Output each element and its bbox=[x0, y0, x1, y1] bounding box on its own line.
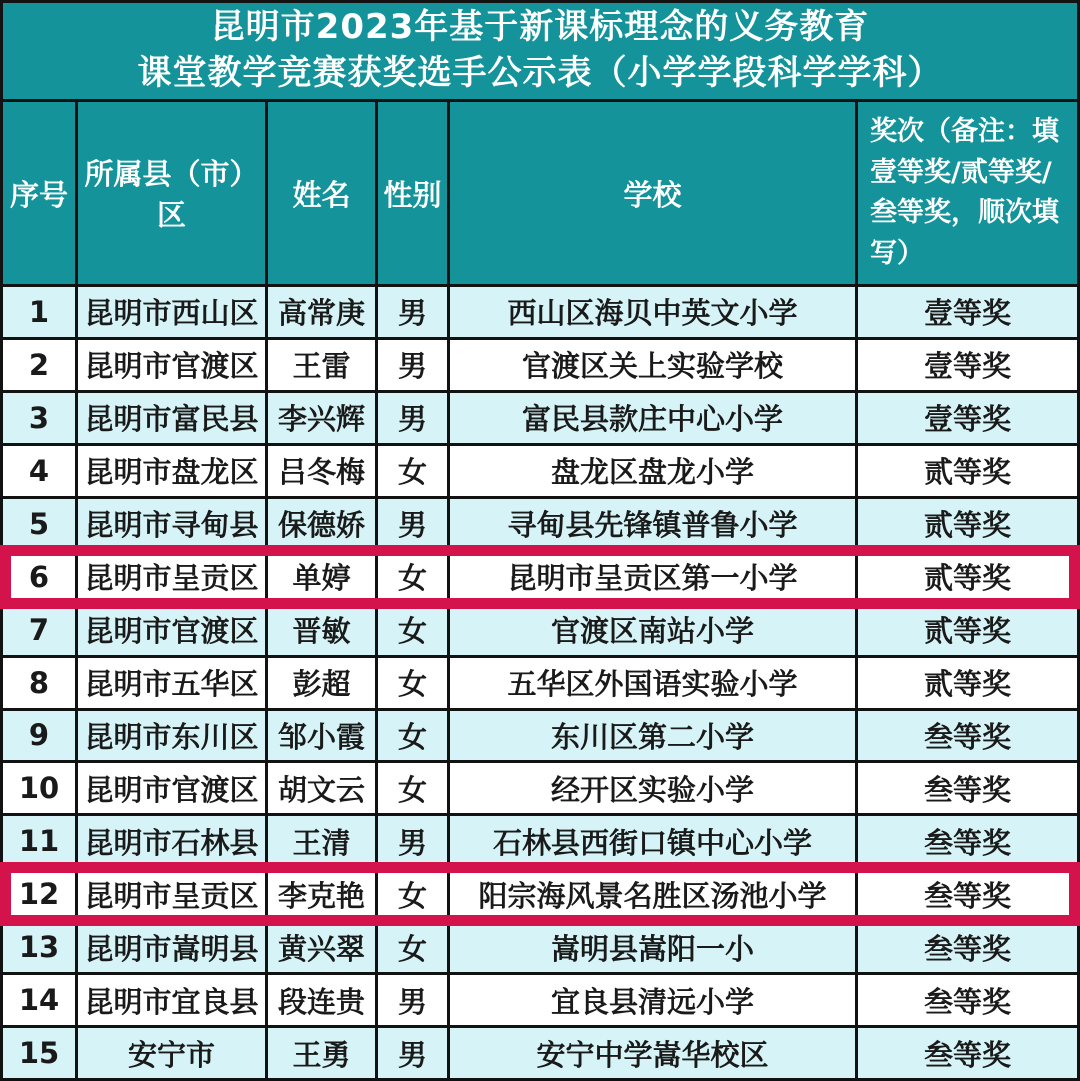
col-header-gender-label: 性别 bbox=[383, 177, 442, 212]
table-row bbox=[3, 552, 1077, 602]
cell-gender: 男 bbox=[378, 975, 447, 1025]
page-title-line-2: 课堂教学竞赛获奖选手公示表（小学学段科学学科） bbox=[137, 53, 943, 93]
table-row bbox=[3, 393, 1077, 443]
cell-gender: 男 bbox=[378, 287, 447, 337]
cell-district: 昆明市官渡区 bbox=[78, 605, 265, 655]
cell-award: 叁等奖 bbox=[858, 763, 1077, 813]
cell-name: 王勇 bbox=[268, 1028, 375, 1078]
cell-school: 经开区实验小学 bbox=[450, 763, 855, 813]
table-row bbox=[3, 975, 1077, 1025]
cell-district: 昆明市呈贡区 bbox=[78, 552, 265, 602]
cell-award: 贰等奖 bbox=[858, 446, 1077, 496]
cell-no: 14 bbox=[3, 975, 75, 1025]
cell-no: 6 bbox=[3, 552, 75, 602]
cell-district: 昆明市嵩明县 bbox=[78, 922, 265, 972]
table-row bbox=[3, 446, 1077, 496]
cell-district: 昆明市寻甸县 bbox=[78, 499, 265, 549]
table-row bbox=[3, 816, 1077, 866]
cell-gender: 女 bbox=[378, 605, 447, 655]
cell-gender: 男 bbox=[378, 499, 447, 549]
cell-no: 4 bbox=[3, 446, 75, 496]
cell-award: 叁等奖 bbox=[858, 975, 1077, 1025]
cell-school: 宜良县清远小学 bbox=[450, 975, 855, 1025]
cell-award: 叁等奖 bbox=[858, 869, 1077, 919]
table-row bbox=[3, 869, 1077, 919]
col-header-name-label: 姓名 bbox=[292, 177, 351, 212]
cell-name: 单婷 bbox=[268, 552, 375, 602]
cell-gender: 男 bbox=[378, 816, 447, 866]
table-header-row bbox=[3, 102, 1077, 284]
table-row bbox=[3, 605, 1077, 655]
col-header-award-label: 奖次（备注：填壹等奖/贰等奖/叁等奖，顺次填写） bbox=[870, 116, 1059, 269]
col-header-school bbox=[450, 102, 855, 284]
col-header-name bbox=[268, 102, 375, 284]
cell-no: 1 bbox=[3, 287, 75, 337]
cell-school: 石林县西街口镇中心小学 bbox=[450, 816, 855, 866]
cell-district: 昆明市呈贡区 bbox=[78, 869, 265, 919]
col-header-no-label: 序号 bbox=[9, 177, 68, 212]
cell-school: 阳宗海风景名胜区汤池小学 bbox=[450, 869, 855, 919]
cell-gender: 女 bbox=[378, 711, 447, 761]
cell-no: 11 bbox=[3, 816, 75, 866]
cell-school: 盘龙区盘龙小学 bbox=[450, 446, 855, 496]
col-header-award bbox=[858, 102, 1077, 284]
cell-school: 西山区海贝中英文小学 bbox=[450, 287, 855, 337]
cell-school: 东川区第二小学 bbox=[450, 711, 855, 761]
cell-gender: 女 bbox=[378, 869, 447, 919]
col-header-district bbox=[78, 102, 265, 284]
cell-award: 壹等奖 bbox=[858, 287, 1077, 337]
cell-name: 胡文云 bbox=[268, 763, 375, 813]
table-row bbox=[3, 287, 1077, 337]
col-header-no bbox=[3, 102, 75, 284]
cell-gender: 女 bbox=[378, 552, 447, 602]
cell-gender: 男 bbox=[378, 393, 447, 443]
cell-award: 贰等奖 bbox=[858, 552, 1077, 602]
cell-name: 李兴辉 bbox=[268, 393, 375, 443]
cell-district: 昆明市宜良县 bbox=[78, 975, 265, 1025]
cell-school: 安宁中学嵩华校区 bbox=[450, 1028, 855, 1078]
cell-district: 安宁市 bbox=[78, 1028, 265, 1078]
cell-gender: 女 bbox=[378, 446, 447, 496]
cell-no: 9 bbox=[3, 711, 75, 761]
cell-no: 13 bbox=[3, 922, 75, 972]
cell-award: 贰等奖 bbox=[858, 605, 1077, 655]
cell-no: 2 bbox=[3, 340, 75, 390]
cell-award: 叁等奖 bbox=[858, 816, 1077, 866]
cell-school: 五华区外国语实验小学 bbox=[450, 658, 855, 708]
page-title bbox=[3, 3, 1077, 99]
cell-district: 昆明市盘龙区 bbox=[78, 446, 265, 496]
cell-school: 寻甸县先锋镇普鲁小学 bbox=[450, 499, 855, 549]
cell-name: 邹小霞 bbox=[268, 711, 375, 761]
cell-award: 贰等奖 bbox=[858, 658, 1077, 708]
cell-gender: 女 bbox=[378, 658, 447, 708]
cell-gender: 女 bbox=[378, 763, 447, 813]
col-header-school-label: 学校 bbox=[623, 177, 682, 212]
cell-name: 晋敏 bbox=[268, 605, 375, 655]
cell-name: 彭超 bbox=[268, 658, 375, 708]
cell-no: 7 bbox=[3, 605, 75, 655]
cell-district: 昆明市五华区 bbox=[78, 658, 265, 708]
cell-district: 昆明市官渡区 bbox=[78, 340, 265, 390]
cell-school: 昆明市呈贡区第一小学 bbox=[450, 552, 855, 602]
table-row bbox=[3, 922, 1077, 972]
cell-district: 昆明市西山区 bbox=[78, 287, 265, 337]
table-row bbox=[3, 763, 1077, 813]
page-title-line-1: 昆明市2023年基于新课标理念的义务教育 bbox=[210, 7, 870, 48]
cell-award: 叁等奖 bbox=[858, 1028, 1077, 1078]
cell-name: 王清 bbox=[268, 816, 375, 866]
table-row bbox=[3, 499, 1077, 549]
cell-name: 吕冬梅 bbox=[268, 446, 375, 496]
table-row bbox=[3, 658, 1077, 708]
col-header-gender bbox=[378, 102, 447, 284]
cell-school: 官渡区南站小学 bbox=[450, 605, 855, 655]
cell-gender: 女 bbox=[378, 922, 447, 972]
cell-award: 壹等奖 bbox=[858, 340, 1077, 390]
cell-school: 富民县款庄中心小学 bbox=[450, 393, 855, 443]
col-header-district-label: 所属县（市）区 bbox=[84, 157, 259, 232]
cell-name: 高常庚 bbox=[268, 287, 375, 337]
cell-no: 8 bbox=[3, 658, 75, 708]
cell-name: 王雷 bbox=[268, 340, 375, 390]
cell-no: 3 bbox=[3, 393, 75, 443]
cell-no: 12 bbox=[3, 869, 75, 919]
cell-no: 15 bbox=[3, 1028, 75, 1078]
cell-school: 嵩明县嵩阳一小 bbox=[450, 922, 855, 972]
cell-name: 保德娇 bbox=[268, 499, 375, 549]
cell-name: 段连贵 bbox=[268, 975, 375, 1025]
table-body bbox=[3, 287, 1077, 1078]
cell-award: 贰等奖 bbox=[858, 499, 1077, 549]
cell-district: 昆明市石林县 bbox=[78, 816, 265, 866]
cell-gender: 男 bbox=[378, 340, 447, 390]
cell-district: 昆明市官渡区 bbox=[78, 763, 265, 813]
table-row bbox=[3, 711, 1077, 761]
cell-name: 黄兴翠 bbox=[268, 922, 375, 972]
cell-district: 昆明市东川区 bbox=[78, 711, 265, 761]
cell-name: 李克艳 bbox=[268, 869, 375, 919]
cell-no: 5 bbox=[3, 499, 75, 549]
table-row bbox=[3, 1028, 1077, 1078]
cell-school: 官渡区关上实验学校 bbox=[450, 340, 855, 390]
table-row bbox=[3, 340, 1077, 390]
cell-award: 叁等奖 bbox=[858, 711, 1077, 761]
cell-no: 10 bbox=[3, 763, 75, 813]
cell-award: 叁等奖 bbox=[858, 922, 1077, 972]
cell-award: 壹等奖 bbox=[858, 393, 1077, 443]
cell-district: 昆明市富民县 bbox=[78, 393, 265, 443]
cell-gender: 男 bbox=[378, 1028, 447, 1078]
